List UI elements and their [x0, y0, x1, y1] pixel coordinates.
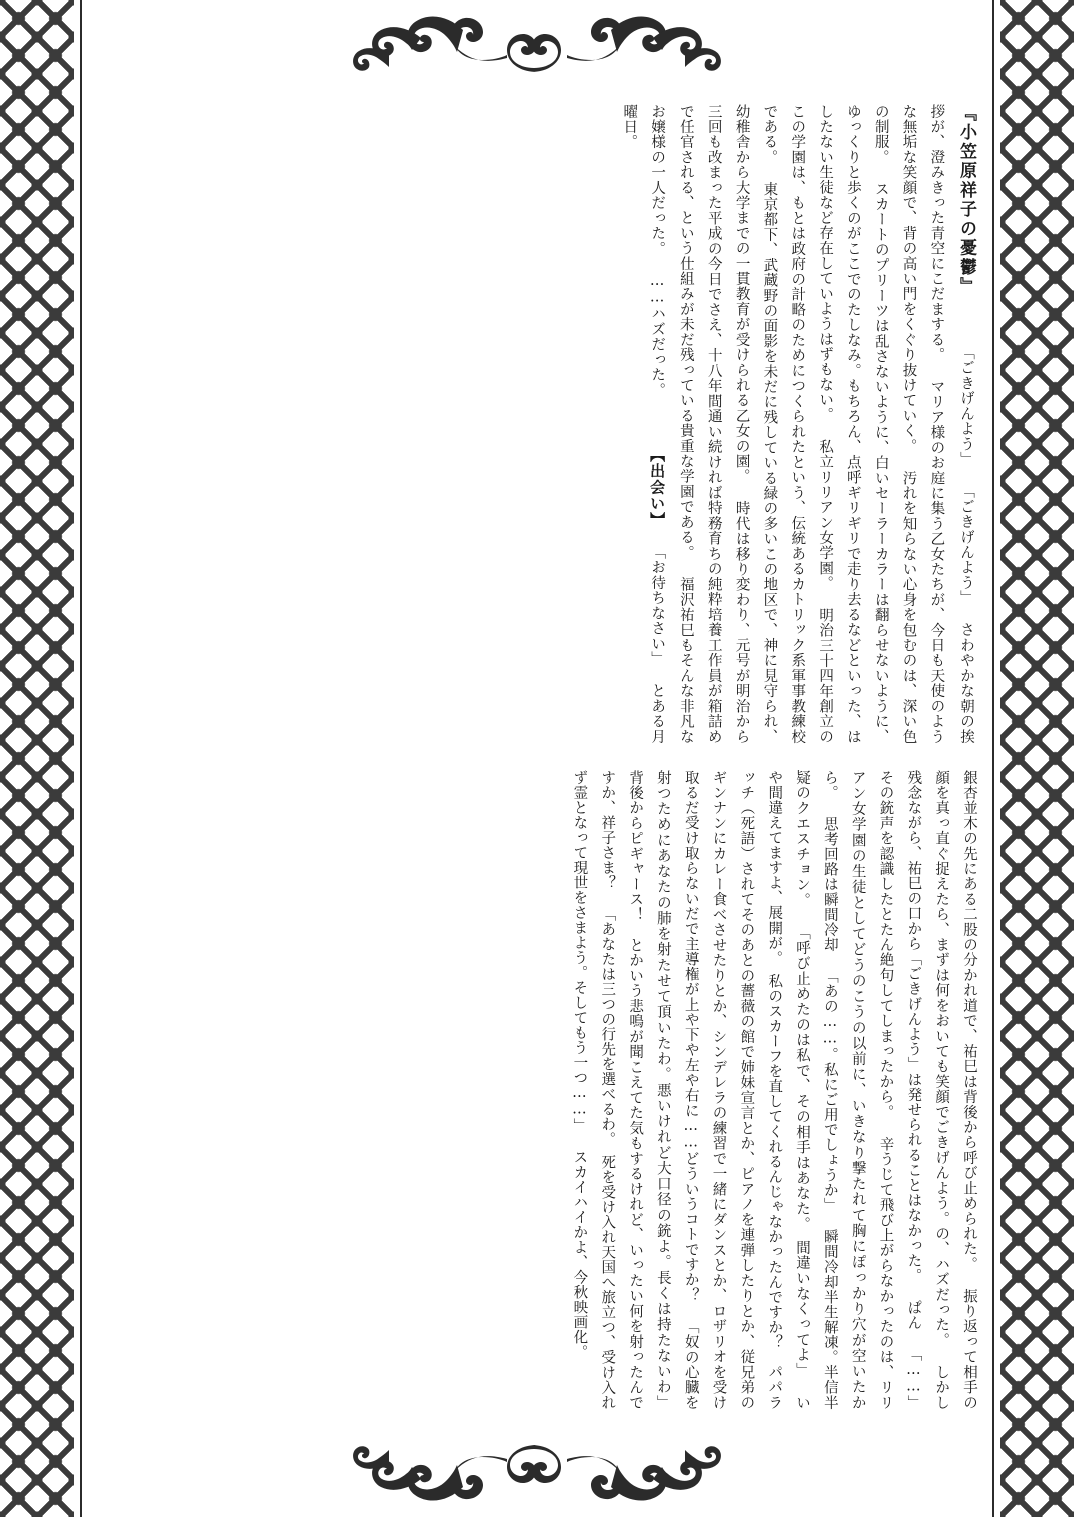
paragraph: 東京都下、武蔵野の面影を未だに残している緑の多いこの地区で、神に見守られ、幼稚舎から大学までの一貫教育が受けられる乙女の園。	[733, 104, 778, 745]
paragraph: 「あの……。私にご用でしょうか」	[821, 968, 838, 1213]
paragraph: 「呼び止めたのは私で、その相手はあなた。 間違いなくってよ」	[794, 925, 811, 1379]
paragraph: 振り返って相手の顔を真っ直ぐ捉えたら、まずは何をおいても笑顔でごきげんよう。の、ハズだった。	[933, 770, 977, 1411]
paragraph: さわやかな朝の挨拶が、澄みきった青空にこだまする。	[928, 104, 974, 745]
paragraph: 福沢祐巳もそんな非凡なお嬢様の一人だった。	[649, 104, 694, 745]
bottom-flourish-ornament	[257, 1419, 817, 1509]
paragraph: 汚れを知らない心身を包むのは、深い色の制服。	[872, 104, 917, 745]
document-title: 『小笠原祥子の憂鬱』	[956, 104, 976, 297]
paragraph: ぱん	[905, 1300, 922, 1331]
paragraph: マリア様のお庭に集う乙女たちが、今日も天使のような無垢な笑顔で、背の高い門をくぐり抜けていく。	[900, 104, 945, 745]
paragraph: 「……」	[905, 1346, 922, 1411]
paragraph: しかし残念ながら、祐巳の口から「ごきげんよう」は発せられることはなかった。	[905, 770, 950, 1411]
paragraph: 銀杏並木の先にある二股の分かれ道で、祐巳は背後から呼び止められた。	[961, 770, 977, 1272]
left-border-ornament	[0, 0, 74, 1517]
paragraph: 「あなたは三つの行先を選べるわ。 死を受け入れ天国へ旅立つ、受け入れず霊となって現世をさまよう。そしてもう一つ……」	[571, 770, 616, 1411]
paragraph: 辛うじて飛び上がらなかったのは、リリアン女学園の生徒としてどうのこうの以前に、いきなり撃たれて胸にぽっかり穴が空いたから。	[821, 770, 894, 1411]
paragraph: 「お待ちなさい」	[649, 544, 666, 667]
paragraph: 「ごきげんよう」	[958, 483, 974, 606]
text-block-lower	[92, 770, 982, 1410]
document-body	[92, 104, 982, 1414]
paragraph: 私立リリアン女学園。	[817, 439, 834, 591]
paragraph: 「ごきげんよう」	[958, 345, 974, 468]
paragraph: ……ハズだった。	[649, 273, 666, 398]
paragraph: 明治三十四年創立のこの学園は、もとは政府の計略のためにつくられたという、伝統あるカトリック系軍事教練校である。	[761, 104, 834, 745]
top-flourish-ornament	[257, 8, 817, 98]
paragraph: スカートのプリーツは乱さないように、白いセーラーカラーは翻らせないように、ゆっくりと歩くのがここでのたしなみ。もちろん、点呼ギリギリで走り去るなどといった、はしたない生徒など存在していようはずもない。	[817, 104, 889, 745]
paragraph: 思考回路は瞬間冷却	[821, 816, 838, 953]
paragraph: とある月曜日。	[621, 104, 666, 745]
paragraph: その銃声を認識したとたん絶句してしまったから。	[877, 770, 894, 1120]
right-border-ornament	[1000, 0, 1074, 1517]
left-rule	[80, 0, 82, 1517]
paragraph: いや間違えてますよ、展開が。 私のスカーフを直してくれるんじゃなかったんですか？ パパラッチ（死語）されてそのあとの薔薇の館で姉妹宣言とか、ピアノを連弾したりとか、従兄弟のギンナンにカレー食べさせたりとか、シンデレラの練習で一緒にダンスとか、ロザリオを受け取るだ受け取らないだで主導権が上や下や左や右に……どういうコトですか？	[682, 770, 811, 1411]
section-heading-deai: 【出会い】	[648, 446, 667, 528]
paragraph: スカイハイかよ、今秋映画化。	[571, 1149, 588, 1360]
paragraph: 背後からピギャース！ とかいう悲鳴が聞こえてた気もするけれど、いったい何を射ったんですか、祥子さま？	[599, 770, 644, 1410]
paragraph: 「奴の心臓を射つためにあなたの肺を射たせて頂いたわ。悪いけれど大口径の銃よ。長くは持たないわ」	[654, 770, 699, 1411]
paragraph: 時代は移り変わり、元号が明治から三回も改まった平成の今日でさえ、十八年間通い続ければ特務育ちの純粋培養工作員が箱詰めで任官される、という仕組みが未だ残っている貴重な学園である。	[677, 104, 750, 745]
text-block-upper	[92, 104, 982, 744]
paragraph: 瞬間冷却半生解凍。半信半疑のクエスチョン。	[794, 770, 838, 1410]
right-rule	[992, 0, 994, 1517]
